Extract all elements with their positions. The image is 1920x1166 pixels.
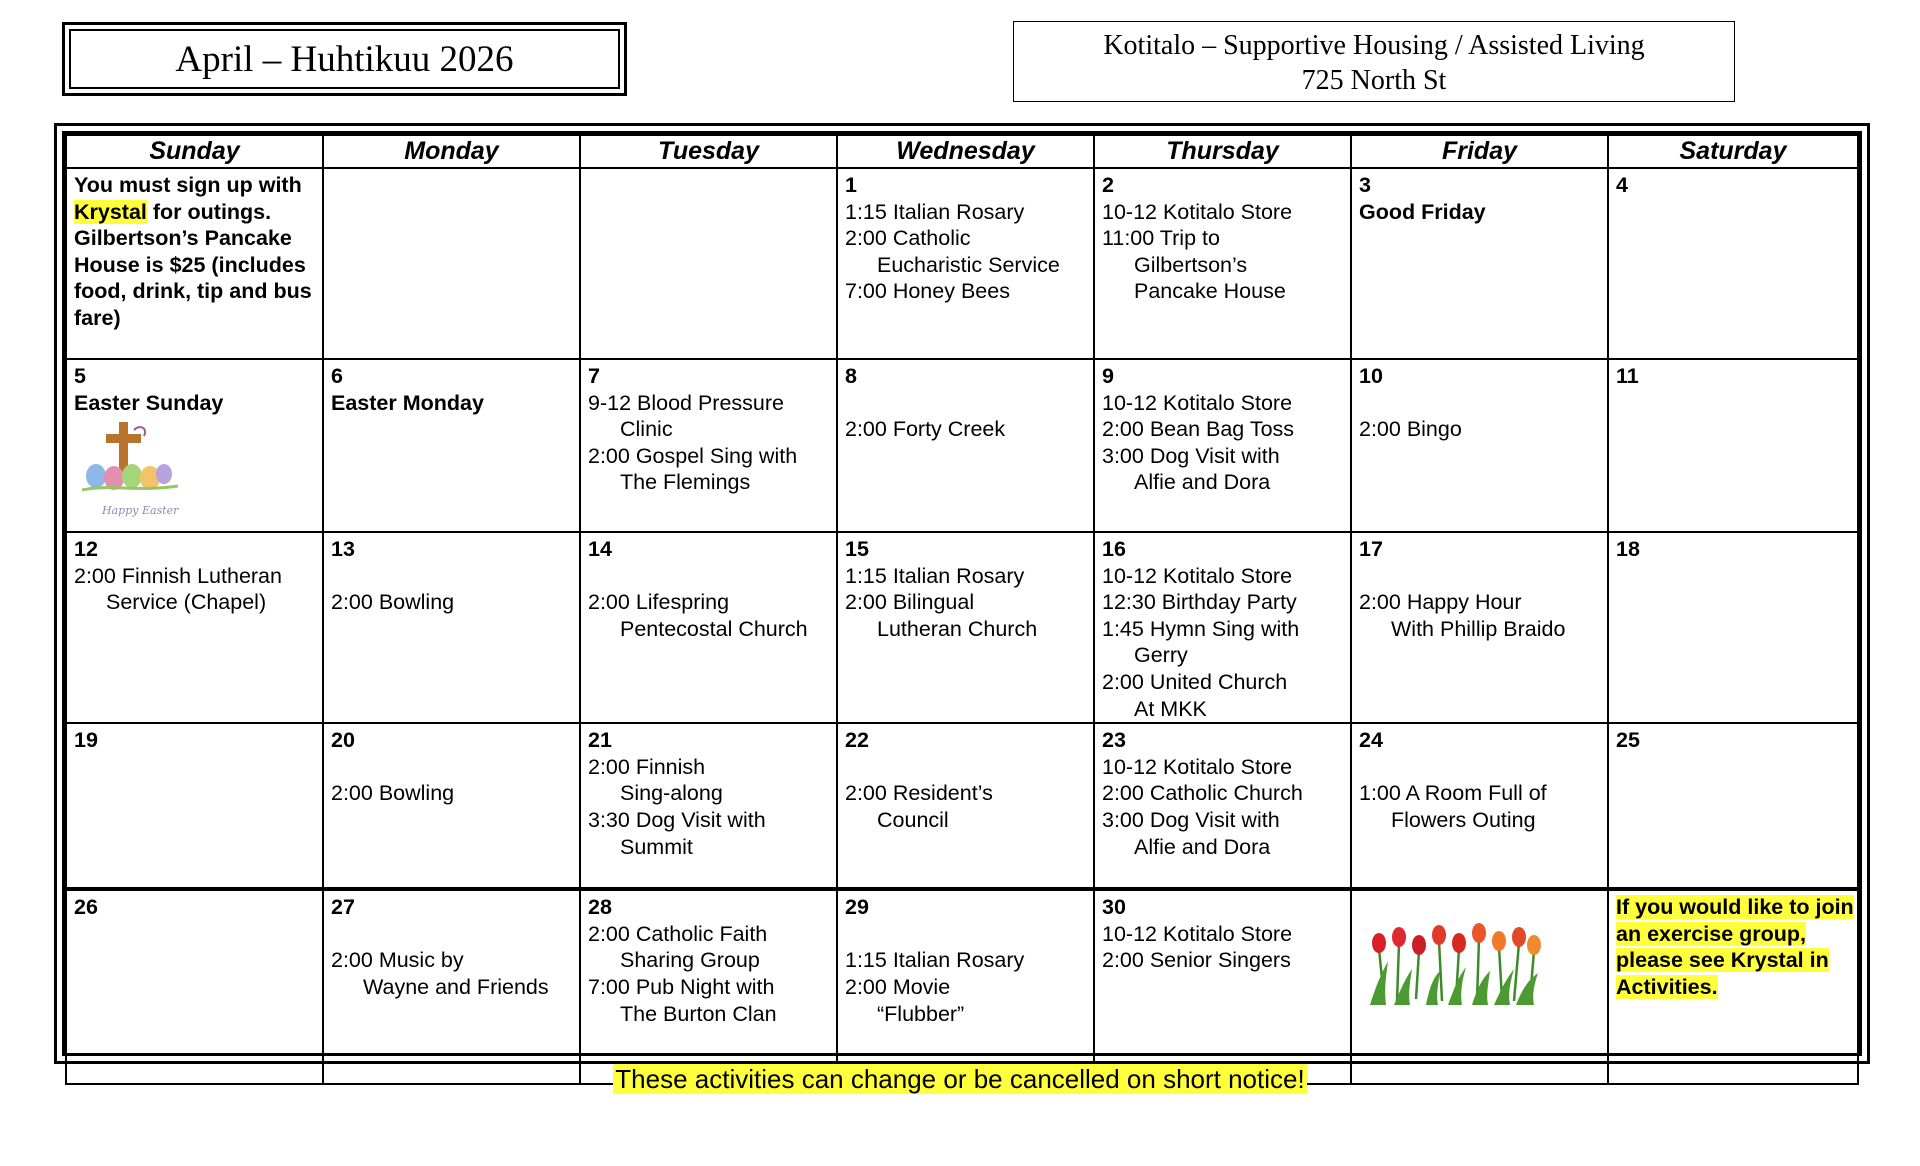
event-item: 1:15 Italian Rosary [845, 563, 1025, 588]
day-cell [66, 889, 323, 1084]
day-cell [1351, 359, 1608, 532]
weekday-header: Saturday [1608, 135, 1858, 168]
empty-day-cell [323, 168, 580, 359]
event-item: 12:30 Birthday Party [1102, 590, 1297, 615]
easter-image-caption: Happy Easter [102, 503, 179, 517]
weekday-header: Tuesday [580, 135, 837, 168]
event-item: 7:00 Pub Night with The Burton Clan [588, 974, 777, 1026]
day-cell [1608, 168, 1858, 359]
day-cell [580, 359, 837, 532]
holiday-label: Good Friday [1359, 199, 1486, 224]
day-cell [1351, 532, 1608, 723]
day-cell [837, 532, 1094, 723]
event-item: 1:00 A Room Full of Flowers Outing [1359, 781, 1547, 832]
tulip-image-cell [1351, 889, 1608, 1084]
day-number: 3 [1359, 173, 1371, 197]
weekday-header: Wednesday [837, 135, 1094, 168]
day-cell [837, 723, 1094, 889]
day-number: 19 [74, 728, 98, 753]
weekday-header: Monday [323, 135, 580, 168]
event-item: 2:00 Catholic Faith Sharing Group [588, 921, 768, 973]
day-cell [1094, 723, 1351, 889]
day-cell [323, 532, 580, 723]
day-number: 25 [1616, 728, 1640, 753]
facility-name: Kotitalo – Supportive Housing / Assisted Living [1103, 30, 1645, 61]
tulips-image [1364, 919, 1544, 1007]
day-number: 12 [74, 537, 98, 561]
day-cell [580, 723, 837, 889]
day-number: 2 [1102, 173, 1114, 197]
day-number: 28 [588, 895, 612, 920]
easter-cross-eggs-icon [78, 418, 188, 498]
day-cell [1094, 168, 1351, 359]
day-cell [1094, 359, 1351, 532]
day-number: 9 [1102, 364, 1114, 388]
signup-contact-name: Krystal [74, 199, 147, 224]
event-item: 2:00 Music by Wayne and Friends [331, 948, 549, 999]
signup-note: You must sign up with Krystal for outings. Gilbertson’s Pancake House is $25 (includes food, drink, tip and bus fare) [74, 173, 312, 330]
event-item: 2:00 United Church At MKK [1102, 669, 1288, 721]
day-number: 11 [1616, 364, 1639, 388]
day-cell [1351, 168, 1608, 359]
day-number: 16 [1102, 537, 1126, 561]
event-item: 2:00 Bingo [1359, 417, 1462, 442]
footer-notice: These activities can change or be cancelled on short notice! [615, 1064, 1305, 1094]
event-item: 2:00 Lifespring Pentecostal Church [588, 590, 808, 641]
event-item: 2:00 Resident’s Council [845, 781, 993, 832]
event-item: 2:00 Gospel Sing with The Flemings [588, 443, 798, 495]
event-item: 1:15 Italian Rosary [845, 948, 1025, 973]
day-number: 1 [845, 173, 857, 197]
weekday-header: Friday [1351, 135, 1608, 168]
day-number: 17 [1359, 537, 1383, 561]
day-number: 21 [588, 728, 612, 753]
event-item: 3:00 Dog Visit with Alfie and Dora [1102, 443, 1280, 495]
day-cell [66, 723, 323, 889]
day-number: 24 [1359, 728, 1383, 753]
facility-info [1013, 21, 1735, 102]
event-item: 10-12 Kotitalo Store [1102, 563, 1293, 588]
event-item: 2:00 Catholic Church [1102, 781, 1303, 806]
event-item: 2:00 Bowling [331, 590, 455, 615]
day-cell [837, 889, 1094, 1084]
day-cell [1608, 723, 1858, 889]
day-number: 10 [1359, 364, 1383, 388]
weekday-header: Thursday [1094, 135, 1351, 168]
day-number: 30 [1102, 895, 1126, 920]
day-cell [66, 532, 323, 723]
day-number: 14 [588, 537, 612, 561]
facility-address: 725 North St [1301, 65, 1447, 96]
empty-day-cell [580, 168, 837, 359]
month-title: April – Huhtikuu 2026 [69, 29, 620, 89]
day-number: 8 [845, 364, 857, 388]
event-item: 11:00 Trip to Gilbertson’s Pancake House [1102, 226, 1286, 304]
event-item: 2:00 Happy Hour With Phillip Braido [1359, 590, 1566, 641]
day-cell [323, 889, 580, 1084]
event-item: 7:00 Honey Bees [845, 279, 1010, 304]
event-item: 3:30 Dog Visit with Summit [588, 807, 766, 859]
day-number: 26 [74, 895, 98, 920]
day-number: 4 [1616, 173, 1628, 197]
day-number: 13 [331, 537, 355, 561]
day-number: 15 [845, 537, 869, 561]
day-cell [837, 168, 1094, 359]
event-item: 2:00 Bowling [331, 781, 455, 806]
exercise-note-cell [1608, 889, 1858, 1084]
day-number: 23 [1102, 728, 1126, 753]
easter-image [78, 418, 322, 517]
day-cell [580, 889, 837, 1084]
day-number: 22 [845, 728, 869, 753]
holiday-label: Easter Monday [331, 390, 484, 415]
event-item: 10-12 Kotitalo Store [1102, 754, 1293, 779]
event-item: 2:00 Forty Creek [845, 417, 1006, 442]
event-item: 10-12 Kotitalo Store [1102, 390, 1293, 415]
event-item: 2:00 Finnish Sing-along [588, 754, 723, 806]
event-item: 9-12 Blood Pressure Clinic [588, 390, 784, 442]
day-number: 20 [331, 728, 355, 753]
signup-note-cell [66, 168, 323, 359]
day-number: 29 [845, 895, 869, 920]
day-cell [66, 359, 323, 532]
event-item: 2:00 Catholic Eucharistic Service [845, 226, 1060, 277]
event-item: 3:00 Dog Visit with Alfie and Dora [1102, 807, 1280, 859]
day-number: 27 [331, 895, 355, 920]
calendar-grid [65, 134, 1859, 1085]
day-number: 5 [74, 364, 86, 388]
day-number: 7 [588, 364, 600, 388]
weekday-header: Sunday [66, 135, 323, 168]
day-number: 6 [331, 364, 343, 388]
event-item: 2:00 Finnish Lutheran Service (Chapel) [74, 563, 282, 615]
event-item: 2:00 Bilingual Lutheran Church [845, 590, 1038, 641]
event-item: 2:00 Senior Singers [1102, 948, 1291, 973]
day-cell [323, 723, 580, 889]
holiday-label: Easter Sunday [74, 390, 224, 415]
day-cell [1608, 532, 1858, 723]
event-item: 10-12 Kotitalo Store [1102, 921, 1293, 946]
day-cell [580, 532, 837, 723]
event-item: 10-12 Kotitalo Store [1102, 199, 1293, 224]
event-item: 1:45 Hymn Sing with Gerry [1102, 616, 1300, 668]
exercise-note: If you would like to join an exercise group, please see Krystal in Activities. [1616, 895, 1854, 999]
event-item: 2:00 Bean Bag Toss [1102, 417, 1295, 442]
day-cell [323, 359, 580, 532]
day-cell [1351, 723, 1608, 889]
day-number: 18 [1616, 537, 1640, 561]
month-title-box [62, 22, 627, 96]
event-item: 2:00 Movie “Flubber” [845, 974, 965, 1026]
calendar [54, 123, 1870, 1064]
day-cell [1608, 359, 1858, 532]
day-cell [1094, 889, 1351, 1084]
day-cell [1094, 532, 1351, 723]
event-item: 1:15 Italian Rosary [845, 199, 1025, 224]
day-cell [837, 359, 1094, 532]
